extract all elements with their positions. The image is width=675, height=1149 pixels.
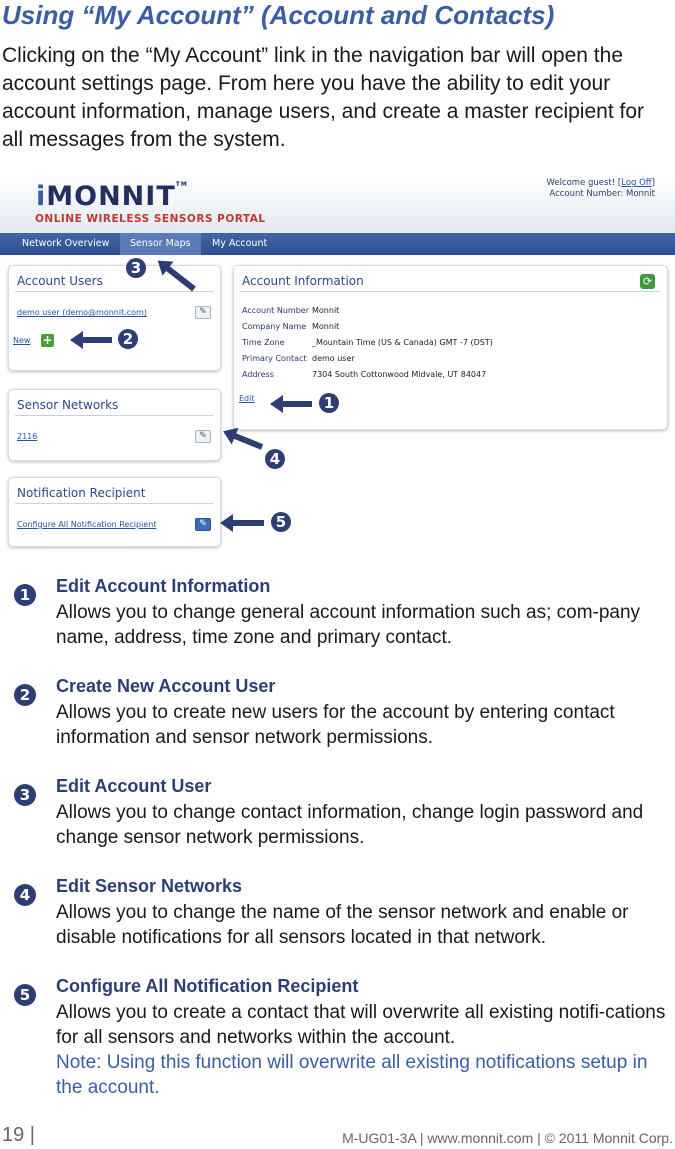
account-info-row: Company Name Monnit: [242, 322, 340, 331]
item-description: Allows you to create new users for the account by entering contact information and sensor network permissions.: [56, 702, 615, 748]
account-users-title: Account Users: [17, 274, 103, 288]
page-title: Using “My Account” (Account and Contacts): [2, 0, 555, 30]
nav-my-account[interactable]: My Account: [212, 238, 268, 249]
portal-tagline: ONLINE WIRELESS SENSORS PORTAL: [35, 213, 266, 225]
logoff-link[interactable]: Log Off: [621, 178, 652, 188]
callout-5: 5: [271, 512, 291, 532]
page-number: 19 |: [2, 1124, 35, 1146]
account-info-row: Address 7304 South Cottonwood Midvale, UT 84047: [242, 370, 487, 379]
nav-sensor-maps[interactable]: Sensor Maps: [120, 233, 201, 255]
sensor-networks-title: Sensor Networks: [17, 398, 119, 412]
notification-recipient-title: Notification Recipient: [17, 486, 146, 500]
notification-recipient-panel: [8, 477, 221, 547]
callout-arrow-5: [232, 520, 264, 526]
item-description: Allows you to change contact information, change login password and change sensor network permissions.: [56, 802, 644, 848]
configure-recipient-link[interactable]: Configure All Notification Recipient: [17, 520, 157, 529]
edit-account-link[interactable]: Edit: [239, 394, 255, 403]
add-user-icon[interactable]: +: [42, 333, 53, 347]
callout-arrow-4: [233, 433, 263, 450]
item-heading: Edit Account Information: [56, 576, 271, 596]
callout-2: 2: [118, 329, 138, 349]
item-number-badge: 4: [14, 884, 36, 906]
account-info-row: Time Zone _Mountain Time (US & Canada) GMT -7 (DST): [242, 338, 493, 347]
edit-user-icon[interactable]: ✎: [195, 306, 211, 319]
welcome-text: Welcome guest! [: [546, 178, 622, 188]
configure-recipient-icon[interactable]: ✎: [195, 518, 211, 531]
item-description: Allows you to change the name of the sensor network and enable or disable notifications for all sensors located in that network.: [56, 902, 629, 948]
item-heading: Edit Sensor Networks: [56, 876, 243, 896]
intro-paragraph: Clicking on the “My Account” link in the navigation bar will open the account settings page. From here you have the ability to edit your account information, manage users, and create a master recipient for all messages from the system.: [2, 44, 644, 151]
item-number-badge: 2: [14, 684, 36, 706]
item-number-badge: 1: [14, 584, 36, 606]
account-number-label: Account Number: Monnit: [549, 189, 655, 199]
welcome-box: Welcome guest! [Log Off] Account Number: Monnit: [546, 178, 655, 199]
sensor-network-link[interactable]: 2116: [17, 432, 38, 441]
callout-3: 3: [126, 258, 146, 278]
sensor-networks-panel: [8, 389, 221, 461]
callout-4: 4: [265, 449, 285, 469]
account-info-row: Primary Contact demo user: [242, 354, 355, 363]
imonnit-logo: iMONNIT™: [36, 181, 188, 212]
account-information-title: Account Information: [242, 274, 364, 288]
callout-arrow-2: [82, 337, 112, 343]
callout-1: 1: [319, 393, 339, 413]
item-number-badge: 5: [14, 984, 36, 1006]
edit-network-icon[interactable]: ✎: [195, 430, 211, 443]
item-heading: Edit Account User: [56, 776, 212, 796]
item-heading: Create New Account User: [56, 676, 276, 696]
item-description: Allows you to create a contact that will overwrite all existing notifi-cations for all sensors and networks within the account.: [56, 1002, 666, 1048]
footer-doc-info: M-UG01-3A | www.monnit.com | © 2011 Monnit Corp.: [342, 1130, 673, 1146]
account-user-link[interactable]: demo user (demo@monnit.com): [17, 308, 147, 317]
new-user-link[interactable]: New: [13, 336, 31, 345]
item-description: Allows you to change general account information such as; com-pany name, address, time zone and primary contact.: [56, 602, 641, 648]
portal-screenshot: [0, 175, 675, 560]
item-heading: Configure All Notification Recipient: [56, 976, 359, 996]
portal-nav: [0, 233, 675, 255]
refresh-icon[interactable]: ⟳: [640, 274, 655, 289]
account-info-row: Account Number Monnit: [242, 306, 340, 315]
item-number-badge: 3: [14, 784, 36, 806]
nav-network-overview[interactable]: Network Overview: [22, 238, 110, 249]
item-note: Note: Using this function will overwrite all existing notifications setup in the account.: [56, 1052, 648, 1098]
portal-header: [0, 175, 675, 233]
callout-arrow-1: [282, 401, 312, 407]
